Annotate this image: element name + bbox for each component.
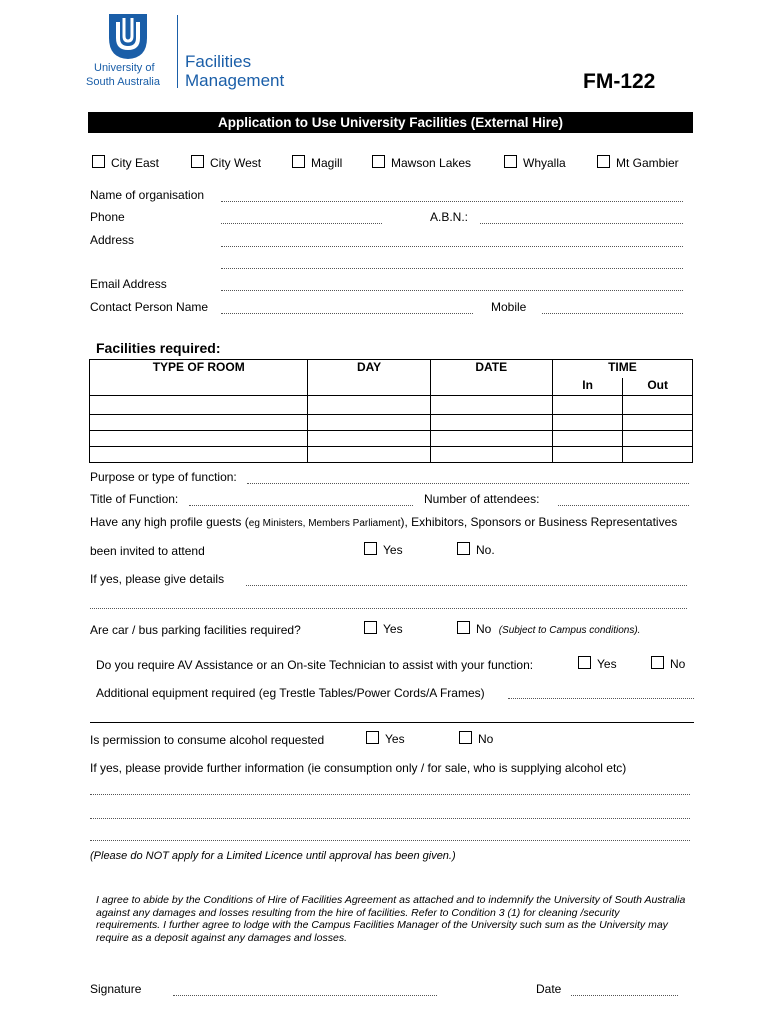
checkbox-icon[interactable]: [459, 731, 472, 744]
date-label: Date: [536, 982, 562, 996]
guests-yes[interactable]: [364, 542, 403, 557]
parking-question: Are car / bus parking facilities required?: [90, 623, 301, 637]
option-label: Yes: [383, 543, 403, 557]
university-logo: [86, 12, 296, 92]
agreement-text: I agree to abide by the Conditions of Hire of Facilities Agreement as attached and to indemnify the University of South Australia against any damages and losses resulting from the hire of facilities. Refer to Condition 3 (1) for cleaning /security requirements. I further agree to lodge with the Campus Facilities Manager of the University such sum as the University may require as a deposit against any damages and losses.: [96, 894, 686, 944]
guests-example: eg Ministers, Members Parliament: [248, 518, 401, 529]
contact-label: Contact Person Name: [90, 300, 209, 314]
checkbox-icon[interactable]: [457, 621, 470, 634]
alcohol-field-1[interactable]: [90, 794, 690, 795]
logo-dept-line1: Facilities: [185, 52, 252, 71]
table-row[interactable]: [90, 431, 693, 447]
option-label: No.: [476, 543, 495, 557]
equipment-field-2[interactable]: [90, 722, 694, 723]
alcohol-further-label: If yes, please provide further information (ie consumption only / for sale, who is supplying alcohol etc): [90, 761, 627, 775]
checkbox-icon[interactable]: [597, 155, 610, 168]
logo-divider: [177, 15, 178, 88]
table-row[interactable]: [90, 415, 693, 431]
col-time-out: Out: [623, 378, 693, 396]
date-field[interactable]: [571, 995, 678, 996]
guests-no[interactable]: [457, 542, 495, 557]
guests-question-line2: been invited to attend: [90, 544, 205, 558]
logo-uni-line2: South Australia: [86, 76, 160, 88]
phone-label: Phone: [90, 210, 125, 224]
guests-text-end: ), Exhibitors, Sponsors or Business Representatives: [400, 515, 678, 529]
function-title-field[interactable]: [189, 505, 413, 506]
parking-no[interactable]: [457, 621, 640, 636]
form-title-bar: Application to Use University Facilities (External Hire): [88, 112, 693, 133]
organisation-label: Name of organisation: [90, 188, 205, 202]
table-row[interactable]: [90, 396, 693, 415]
col-day: DAY: [308, 360, 430, 396]
phone-field[interactable]: [221, 223, 382, 224]
alcohol-yes[interactable]: [366, 731, 405, 746]
checkbox-icon[interactable]: [366, 731, 379, 744]
col-time-in: In: [552, 378, 623, 396]
details-field-1[interactable]: [246, 585, 687, 586]
function-title-label: Title of Function:: [90, 492, 179, 506]
col-date: DATE: [430, 360, 552, 396]
col-type-of-room: TYPE OF ROOM: [90, 360, 308, 396]
option-label: No: [670, 657, 686, 671]
address-field-2[interactable]: [221, 268, 683, 269]
campus-whyalla[interactable]: [504, 155, 566, 170]
logo-uni-line1: University of: [94, 62, 155, 74]
option-label: Yes: [597, 657, 617, 671]
alcohol-question: Is permission to consume alcohol requested: [90, 733, 325, 747]
option-label: Yes: [383, 622, 403, 636]
contact-field[interactable]: [221, 313, 473, 314]
purpose-label: Purpose or type of function:: [90, 470, 237, 484]
checkbox-icon[interactable]: [364, 621, 377, 634]
checkbox-icon[interactable]: [364, 542, 377, 555]
option-label: No: [476, 622, 492, 636]
address-label: Address: [90, 233, 135, 247]
parking-note: (Subject to Campus conditions).: [498, 625, 641, 636]
details-label: If yes, please give details: [90, 572, 225, 586]
table-row[interactable]: [90, 447, 693, 463]
guests-text: Have any high profile guests (: [90, 515, 249, 529]
campus-city-east[interactable]: [92, 155, 159, 170]
mobile-field[interactable]: [542, 313, 683, 314]
details-field-2[interactable]: [90, 608, 687, 609]
checkbox-icon[interactable]: [292, 155, 305, 168]
parking-yes[interactable]: [364, 621, 403, 636]
alcohol-field-3[interactable]: [90, 840, 690, 841]
option-label: Yes: [385, 732, 405, 746]
abn-label: A.B.N.:: [430, 210, 469, 224]
campus-city-west[interactable]: [191, 155, 261, 170]
campus-magill[interactable]: [292, 155, 342, 170]
campus-label: Mawson Lakes: [391, 156, 472, 170]
facilities-title: Facilities required:: [96, 340, 221, 356]
col-time: TIME: [552, 360, 692, 378]
checkbox-icon[interactable]: [578, 656, 591, 669]
campus-mawson-lakes[interactable]: [372, 155, 471, 170]
logo-dept-line2: Management: [185, 71, 285, 90]
checkbox-icon[interactable]: [651, 656, 664, 669]
licence-note: (Please do NOT apply for a Limited Licence until approval has been given.): [90, 850, 456, 862]
av-no[interactable]: [651, 656, 685, 671]
av-yes[interactable]: [578, 656, 617, 671]
campus-label: Magill: [311, 156, 343, 170]
checkbox-icon[interactable]: [504, 155, 517, 168]
checkbox-icon[interactable]: [191, 155, 204, 168]
checkbox-icon[interactable]: [372, 155, 385, 168]
alcohol-no[interactable]: [459, 731, 493, 746]
campus-label: City West: [210, 156, 262, 170]
campus-label: Mt Gambier: [616, 156, 679, 170]
unisa-shield-icon: [105, 12, 151, 60]
campus-mt-gambier[interactable]: [597, 155, 679, 170]
attendees-field[interactable]: [558, 505, 689, 506]
av-question: Do you require AV Assistance or an On-site Technician to assist with your function:: [96, 658, 534, 672]
guests-question: [90, 515, 677, 529]
attendees-label: Number of attendees:: [424, 492, 540, 506]
purpose-field[interactable]: [247, 483, 689, 484]
alcohol-field-2[interactable]: [90, 818, 690, 819]
facilities-table: [89, 359, 693, 463]
equipment-label: Additional equipment required (eg Trestle Tables/Power Cords/A Frames): [96, 686, 485, 700]
mobile-label: Mobile: [491, 300, 527, 314]
email-field[interactable]: [221, 290, 683, 291]
abn-field[interactable]: [480, 223, 683, 224]
campus-label: City East: [111, 156, 160, 170]
checkbox-icon[interactable]: [92, 155, 105, 168]
campus-label: Whyalla: [523, 156, 566, 170]
signature-label: Signature: [90, 982, 142, 996]
option-label: No: [478, 732, 494, 746]
equipment-field-1[interactable]: [508, 698, 694, 699]
address-field-1[interactable]: [221, 246, 683, 247]
email-label: Email Address: [90, 277, 167, 291]
signature-field[interactable]: [173, 995, 437, 996]
organisation-field[interactable]: [221, 201, 683, 202]
checkbox-icon[interactable]: [457, 542, 470, 555]
form-code: FM-122: [583, 70, 656, 93]
